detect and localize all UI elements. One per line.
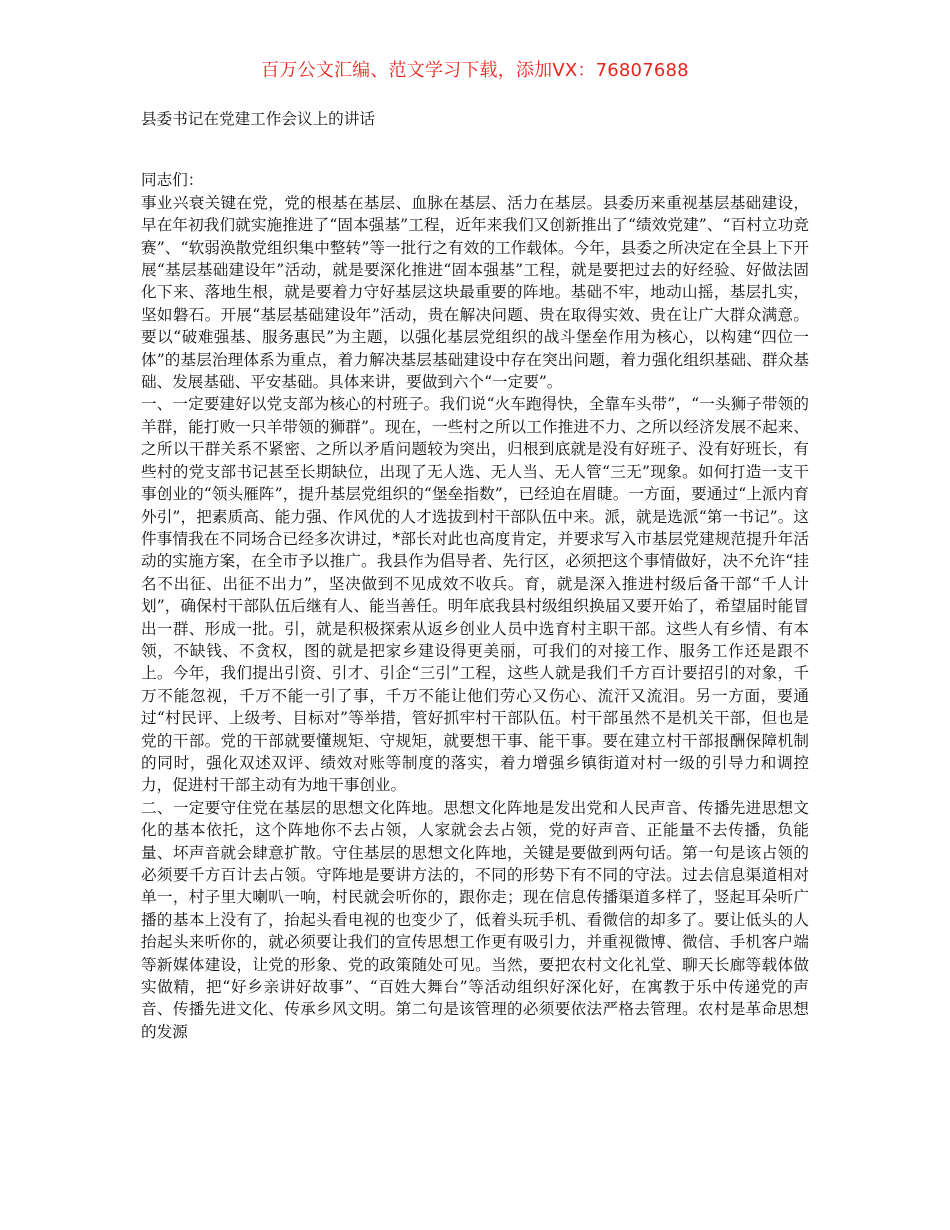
paragraph-section-1: 一、一定要建好以党支部为核心的村班子。我们说“火车跑得快，全靠车头带”，“一头狮子带领的羊群，能打败一只羊带领的狮群”。现在，一些村之所以工作推进不力、之所以经济发展不起来、之所以干群关系不紧密、之所以矛盾问题较为突出，归根到底就是没有好班子、没有好班长，有些村的党支部书记甚至长期缺位，出现了无人选、无人当、无人管“三无”现象。如何打造一支干事创业的“领头雁阵”，提升基层党组织的“堡垒指数”，已经迫在眉睫。一方面，要通过“上派内育外引”，把素质高、能力强、作风优的人才选拔到村干部队伍中来。派，就是选派“第一书记”。这件事情我在不同场合已经多次讲过，*部长对此也高度肯定，并要求写入市基层党建规范提升年活动的实施方案，在全市予以推广。我县作为倡导者、先行区，必须把这个事情做好，决不允许“挂名不出征、出征不出力”，坚决做到不见成效不收兵。育，就是深入推进村级后备干部“千人计划”，确保村干部队伍后继有人、能当善任。明年底我县村级组织换届又要开始了，希望届时能冒出一群、形成一批。引，就是积极探索从返乡创业人员中选育村主职干部。这些人有乡情、有本领，不缺钱、不贪权，图的就是把家乡建设得更美丽，可我们的对接工作、服务工作还是跟不上。今年，我们提出引资、引才、引企“三引”工程，这些人就是我们千方百计要招引的对象，千万不能忽视，千万不能一引了事，千万不能让他们劳心又伤心、流汗又流泪。另一方面，要通过“村民评、上级考、目标对”等举措，管好抓牢村干部队伍。村干部虽然不是机关干部，但也是党的干部。党的干部就要懂规矩、守规矩，就要想干事、能干事。要在建立村干部报酬保障机制的同时，强化双述双评、绩效对账等制度的落实，着力增强乡镇街道对村一级的引导力和调控力，促进村干部主动有为地干事创业。	[141, 395, 809, 795]
paragraph-intro: 事业兴衰关键在党，党的根基在基层、血脉在基层、活力在基层。县委历来重视基层基础建设，早在年初我们就实施推进了“固本强基”工程，近年来我们又创新推出了“绩效党建”、“百村立功竞赛”、“软弱涣散党组织集中整转”等一批行之有效的工作载体。今年，县委之所决定在全县上下开展“基层基础建设年”活动，就是要深化推进“固本强基”工程，就是要把过去的好经验、好做法固化下来、落地生根，就是要着力守好基层这块最重要的阵地。基础不牢，地动山摇，基层扎实，坚如磐石。开展“基层基础建设年”活动，贵在解决问题、贵在取得实效、贵在让广大群众满意。要以“破难强基、服务惠民”为主题，以强化基层党组织的战斗堡垒作用为核心，以构建“四位一体”的基层治理体系为重点，着力解决基层基础建设中存在突出问题，着力强化组织基础、群众基础、发展基础、平安基础。具体来讲，要做到六个“一定要”。	[141, 193, 809, 392]
paragraph-section-2: 二、一定要守住党在基层的思想文化阵地。思想文化阵地是发出党和人民声音、传播先进思想文化的基本依托，这个阵地你不去占领，人家就会去占领，党的好声音、正能量不去传播，负能量、坏声音就会肆意扩散。守住基层的思想文化阵地，关键是要做到两句话。第一句是该占领的必须要千方百计去占领。守阵地是要讲方法的，不同的形势下有不同的守法。过去信息渠道相对单一，村子里大喇叭一响，村民就会听你的，跟你走；现在信息传播渠道多样了，竖起耳朵听广播的基本上没有了，抬起头看电视的也变少了，低着头玩手机、看微信的却多了。要让低头的人抬起头来听你的，就必须要让我们的宣传思想工作更有吸引力，并重视微博、微信、手机客户端等新媒体建设，让党的形象、党的政策随处可见。当然，要把农村文化礼堂、聊天长廊等载体做实做精，把“好乡亲讲好故事”、“百姓大舞台”等活动组织好深化好，在寓教于乐中传递党的声音、传播先进文化、传承乡风文明。第二句是该管理的必须要依法严格去管理。农村是革命思想的发源	[141, 798, 809, 1041]
header-banner: 百万公文汇编、范文学习下载，添加VX：76807688	[261, 60, 689, 81]
document-body	[141, 108, 809, 1043]
document-title: 县委书记在党建工作会议上的讲话	[141, 110, 375, 128]
salutation: 同志们：	[141, 171, 204, 190]
